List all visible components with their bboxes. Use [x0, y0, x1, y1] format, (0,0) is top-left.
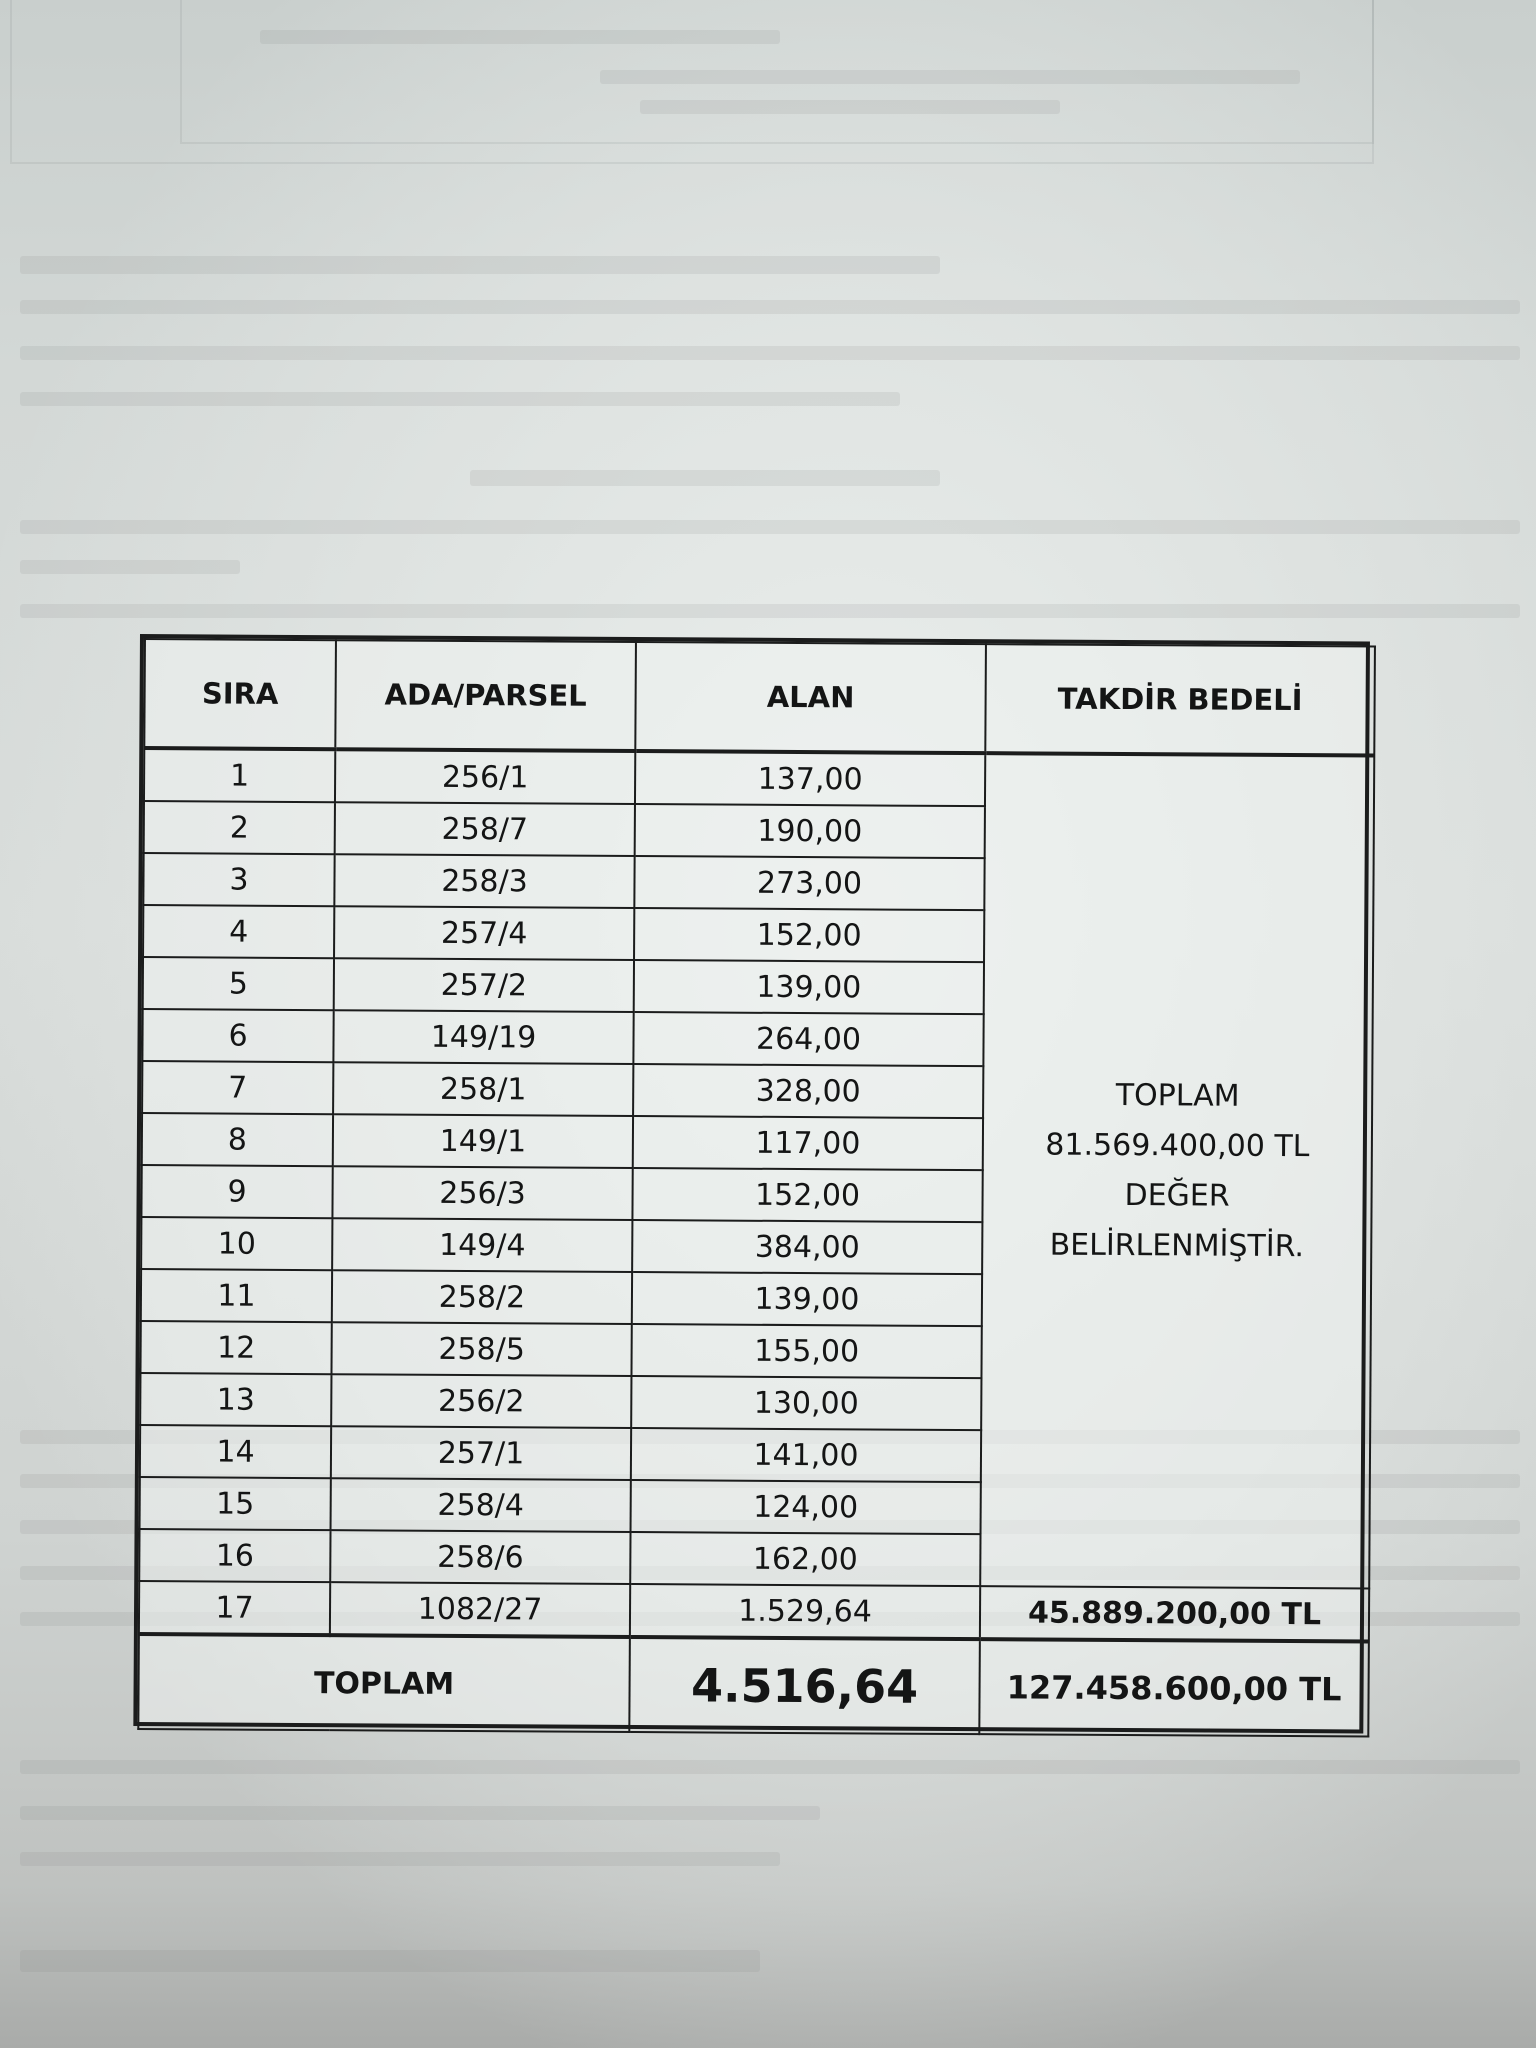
cell-ada-parsel: 258/2	[332, 1270, 632, 1324]
cell-alan: 137,00	[635, 751, 985, 806]
table-header-row	[144, 639, 1375, 756]
total-bedel: 127.458.600,00 TL	[979, 1639, 1369, 1736]
cell-alan: 273,00	[634, 856, 984, 910]
cell-sira: 4	[143, 905, 334, 958]
cell-alan: 328,00	[633, 1064, 983, 1118]
cell-alan: 1.529,64	[630, 1584, 980, 1639]
merged-bedel-line-2: 81.569.400,00 TL	[1045, 1127, 1310, 1165]
cell-alan: 162,00	[630, 1532, 980, 1586]
cell-alan: 139,00	[632, 1272, 982, 1326]
cell-alan: 155,00	[631, 1324, 981, 1378]
cell-alan: 141,00	[631, 1428, 981, 1482]
header-sira: SIRA	[144, 639, 336, 749]
table-row	[144, 748, 1374, 809]
cell-sira: 7	[142, 1061, 333, 1114]
cell-ada-parsel: 258/3	[334, 854, 634, 908]
cell-ada-parsel: 257/1	[331, 1426, 631, 1480]
merged-bedel-line-3: DEĞER	[1124, 1178, 1230, 1214]
cell-alan: 384,00	[632, 1220, 982, 1274]
cell-sira: 5	[143, 957, 334, 1010]
header-ada-parsel: ADA/PARSEL	[335, 640, 636, 751]
total-label: TOPLAM	[138, 1634, 630, 1732]
cell-alan: 130,00	[631, 1376, 981, 1430]
cell-ada-parsel: 256/1	[335, 749, 635, 804]
cell-ada-parsel: 258/1	[333, 1062, 633, 1116]
cell-sira: 9	[141, 1165, 332, 1218]
valuation-table	[137, 638, 1376, 1738]
cell-ada-parsel: 257/2	[334, 958, 634, 1012]
cell-sira: 8	[142, 1113, 333, 1166]
cell-sira: 6	[142, 1009, 333, 1062]
cell-ada-parsel: 149/4	[332, 1218, 632, 1272]
cell-ada-parsel: 258/6	[330, 1530, 630, 1584]
cell-sira: 3	[143, 853, 334, 906]
cell-sira: 14	[140, 1425, 331, 1478]
cell-ada-parsel: 1082/27	[330, 1582, 630, 1637]
cell-ada-parsel: 258/5	[331, 1322, 631, 1376]
cell-ada-parsel: 257/4	[334, 906, 634, 960]
cell-ada-parsel: 256/3	[332, 1166, 632, 1220]
cell-sira: 13	[140, 1373, 331, 1426]
cell-sira: 1	[144, 748, 335, 802]
cell-sira: 11	[141, 1269, 332, 1322]
total-alan: 4.516,64	[629, 1637, 980, 1734]
cell-alan: 152,00	[632, 1168, 982, 1222]
cell-alan: 264,00	[633, 1012, 983, 1066]
table-row	[139, 1581, 1369, 1642]
cell-takdir-bedeli: 45.889.200,00 TL	[980, 1586, 1369, 1641]
cell-alan: 190,00	[635, 804, 985, 858]
cell-ada-parsel: 256/2	[331, 1374, 631, 1428]
cell-sira: 16	[139, 1529, 330, 1582]
cell-ada-parsel: 258/4	[331, 1478, 631, 1532]
cell-sira: 2	[144, 801, 335, 854]
table-total-row	[138, 1634, 1369, 1737]
cell-ada-parsel: 149/19	[333, 1010, 633, 1064]
cell-ada-parsel: 258/7	[335, 802, 635, 856]
merged-bedel-line-1: TOPLAM	[1115, 1077, 1240, 1114]
merged-bedel-line-4: BELİRLENMİŞTİR.	[1049, 1227, 1305, 1265]
cell-sira: 17	[139, 1581, 330, 1635]
header-alan: ALAN	[635, 642, 986, 753]
parcel-valuation-table	[133, 634, 1370, 1733]
cell-alan: 124,00	[631, 1480, 981, 1534]
cell-sira: 12	[140, 1321, 331, 1374]
cell-alan: 117,00	[633, 1116, 983, 1170]
header-takdir-bedeli: TAKDİR BEDELİ	[985, 644, 1375, 755]
merged-takdir-bedeli-cell	[980, 753, 1374, 1588]
cell-ada-parsel: 149/1	[333, 1114, 633, 1168]
cell-sira: 15	[140, 1477, 331, 1530]
cell-alan: 152,00	[634, 908, 984, 962]
cell-alan: 139,00	[634, 960, 984, 1014]
cell-sira: 10	[141, 1217, 332, 1270]
